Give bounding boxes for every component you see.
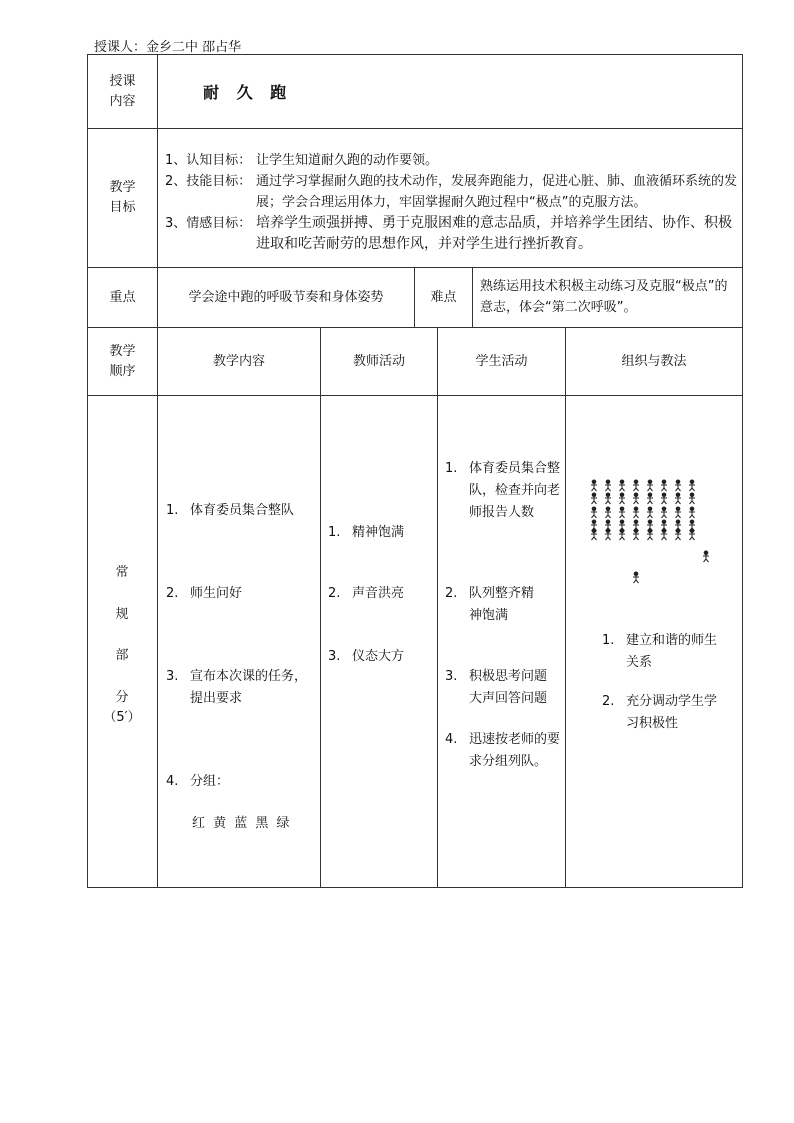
student-figure (661, 493, 667, 504)
student-item-number: 3. (445, 669, 458, 684)
method-item-text: 建立和谐的师生关系 (626, 633, 718, 670)
student-figure (605, 493, 611, 504)
student-figure (633, 529, 639, 540)
section-label-4: 分 (115, 690, 129, 705)
col-header-order: 教学 顺序 (109, 343, 136, 379)
student-figure (591, 493, 597, 504)
student-figure (689, 493, 695, 504)
student-figure (647, 493, 653, 504)
teacher-item-number: 1. (328, 525, 341, 540)
section-label-duration: （5′） (103, 710, 141, 725)
student-figure (703, 551, 709, 562)
teacher-item-number: 3. (328, 649, 341, 664)
student-figure (675, 493, 681, 504)
content-item-number: 3. (166, 669, 179, 684)
student-figure (689, 507, 695, 518)
goal-1-text: 让学生知道耐久跑的动作要领。 (256, 153, 439, 168)
goal-2-text: 通过学习掌握耐久跑的技术动作，发展奔跑能力，促进心脏、肺、血液循环系统的发展；学会合理运用体力，牢固掌握耐久跑过程中“极点”的克服方法。 (256, 174, 738, 210)
student-figure (647, 529, 653, 540)
student-item-number: 2. (445, 586, 458, 601)
student-figure (591, 480, 597, 491)
student-figure (619, 493, 625, 504)
col-header-content: 教学内容 (212, 353, 265, 369)
student-figure (675, 529, 681, 540)
student-figure (619, 507, 625, 518)
student-figure (591, 529, 597, 540)
student-figure (633, 480, 639, 491)
student-figure (675, 507, 681, 518)
student-figure (647, 507, 653, 518)
label-difficulty: 难点 (430, 289, 457, 305)
group-colors: 红 黄 蓝 黑 绿 (192, 816, 292, 831)
student-item-number: 4. (445, 732, 458, 747)
student-figure (661, 480, 667, 491)
goal-2-prefix: 2、技能目标： (165, 174, 252, 189)
label-content: 授课 内容 (109, 73, 136, 109)
student-figure (619, 480, 625, 491)
section-label-2: 规 (115, 607, 129, 622)
student-figure (689, 529, 695, 540)
content-item-text: 分组： (190, 774, 230, 789)
teacher-item-text: 仪态大方 (352, 649, 405, 664)
student-figure (633, 507, 639, 518)
method-item-number: 1. (602, 633, 615, 648)
student-figure (591, 507, 597, 518)
content-item-text: 宣布本次课的任务，提出要求 (190, 669, 308, 706)
teacher-item-number: 2. (328, 586, 341, 601)
goal-3-text: 培养学生顽强拼搏、勇于克服困难的意志品质，并培养学生团结、协作、积极进取和吃苦耐劳的思想作风，并对学生进行挫折教育。 (256, 215, 732, 252)
student-figure (605, 529, 611, 540)
difficulty-value: 熟练运用技术积极主动练习及克服“极点”的意志，体会“第二次呼吸”。 (480, 279, 728, 315)
content-item-number: 1. (166, 503, 179, 518)
student-item-text: 迅速按老师的要求分组列队。 (469, 732, 561, 769)
student-item-text: 积极思考问题大声回答问题 (469, 669, 548, 706)
teacher-line: 授课人：金乡二中 邵占华 (94, 40, 242, 55)
lesson-title: 耐 久 跑 (203, 83, 293, 102)
label-goals: 教学 目标 (109, 180, 136, 215)
content-item-text: 体育委员集合整队 (190, 503, 295, 518)
teacher-item-text: 精神饱满 (352, 525, 405, 540)
student-figure (605, 507, 611, 518)
formation-diagram (586, 476, 716, 586)
col-header-student: 学生活动 (475, 353, 528, 369)
goal-1-prefix: 1、认知目标： (165, 153, 252, 168)
teacher-figure (633, 572, 639, 583)
method-item-text: 充分调动学生学习积极性 (626, 694, 718, 731)
student-figure (633, 493, 639, 504)
student-figure (661, 507, 667, 518)
student-figure (675, 480, 681, 491)
col-header-method: 组织与教法 (621, 353, 687, 369)
col-header-teacher: 教师活动 (352, 353, 405, 369)
section-label-3: 部 (115, 648, 129, 663)
focus-value: 学会途中跑的呼吸节奏和身体姿势 (188, 289, 384, 305)
method-item-number: 2. (602, 694, 615, 709)
student-figure (689, 480, 695, 491)
goal-3-prefix: 3、情感目标： (165, 216, 252, 231)
student-item-text: 队列整齐精神饱满 (469, 586, 535, 623)
student-figure (619, 529, 625, 540)
teacher-item-text: 声音洪亮 (352, 586, 405, 601)
content-item-text: 师生问好 (190, 586, 243, 601)
student-figure (661, 529, 667, 540)
student-figure (605, 480, 611, 491)
student-item-number: 1. (445, 461, 458, 476)
label-focus: 重点 (109, 289, 136, 305)
student-item-text: 体育委员集合整队，检查并向老师报告人数 (469, 461, 561, 520)
content-item-number: 2. (166, 586, 179, 601)
content-item-number: 4. (166, 774, 179, 789)
section-label-1: 常 (115, 565, 129, 580)
student-figure (647, 480, 653, 491)
